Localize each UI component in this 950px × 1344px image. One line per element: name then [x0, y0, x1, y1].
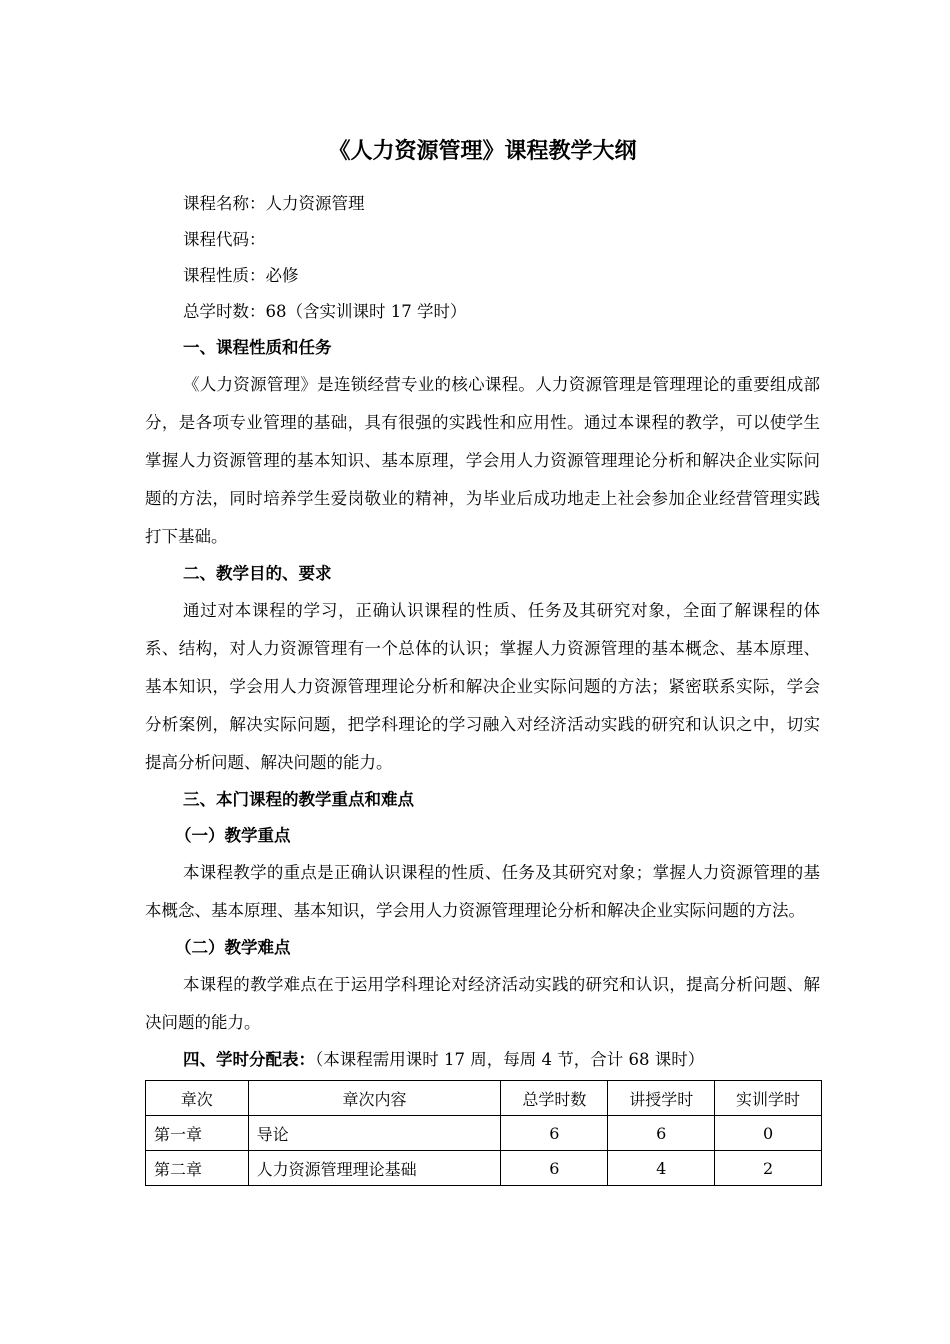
header-content: 章次内容 — [248, 1081, 501, 1116]
cell-practice-hours: 2 — [715, 1151, 822, 1186]
cell-total-hours: 6 — [501, 1151, 608, 1186]
section-3-1-heading: （一）教学重点 — [175, 826, 291, 845]
total-hours: 总学时数：68（含实训课时 17 学时） — [183, 302, 467, 321]
cell-lecture-hours: 6 — [608, 1116, 715, 1151]
document-title: 《人力资源管理》课程教学大纲 — [328, 139, 637, 164]
section-3-2-body: 本课程的教学难点在于运用学科理论对经济活动实践的研究和认识，提高分析问题、解决问题的能力。 — [145, 975, 820, 1032]
section-3-1-body: 本课程教学的重点是正确认识课程的性质、任务及其研究对象；掌握人力资源管理的基本概念、基本原理、基本知识，学会用人力资源管理理论分析和解决企业实际问题的方法。 — [145, 863, 820, 920]
section-1-heading: 一、课程性质和任务 — [183, 338, 332, 357]
cell-practice-hours: 0 — [715, 1116, 822, 1151]
section-3-2-heading: （二）教学难点 — [175, 938, 291, 957]
section-2-heading: 二、教学目的、要求 — [183, 564, 332, 583]
course-name: 课程名称：人力资源管理 — [183, 194, 365, 213]
section-4-title: 四、学时分配表： — [183, 1050, 315, 1069]
document-content — [145, 128, 820, 1186]
cell-chapter: 第二章 — [146, 1151, 249, 1186]
cell-chapter: 第一章 — [146, 1116, 249, 1151]
course-type: 课程性质：必修 — [183, 266, 299, 285]
section-4-note: （本课程需用课时 17 周，每周 4 节，合计 68 课时） — [315, 1050, 705, 1069]
header-chapter: 章次 — [146, 1081, 249, 1116]
cell-lecture-hours: 4 — [608, 1151, 715, 1186]
course-code: 课程代码： — [183, 230, 266, 249]
cell-content: 导论 — [248, 1116, 501, 1151]
section-4-heading — [145, 1042, 820, 1078]
table-header-row — [146, 1081, 822, 1116]
header-practice-hours: 实训学时 — [715, 1081, 822, 1116]
section-2-body: 通过对本课程的学习，正确认识课程的性质、任务及其研究对象，全面了解课程的体系、结构，对人力资源管理有一个总体的认识；掌握人力资源管理的基本概念、基本原理、基本知识，学会用人力资源管理理论分析和解决企业实际问题的方法；紧密联系实际，学会分析案例，解决实际问题，把学科理论的学习融入对经济活动实践的研究和认识之中，切实提高分析问题、解决问题的能力。 — [145, 601, 820, 772]
hours-table — [145, 1080, 822, 1186]
header-lecture-hours: 讲授学时 — [608, 1081, 715, 1116]
table-row — [146, 1151, 822, 1186]
table-row — [146, 1116, 822, 1151]
section-1-body: 《人力资源管理》是连锁经营专业的核心课程。人力资源管理是管理理论的重要组成部分，是各项专业管理的基础，具有很强的实践性和应用性。通过本课程的教学，可以使学生掌握人力资源管理的基本知识、基本原理，学会用人力资源管理理论分析和解决企业实际问题的方法，同时培养学生爱岗敬业的精神，为毕业后成功地走上社会参加企业经营管理实践打下基础。 — [145, 375, 820, 546]
header-total-hours: 总学时数 — [501, 1081, 608, 1116]
cell-content: 人力资源管理理论基础 — [248, 1151, 501, 1186]
section-3-heading: 三、本门课程的教学重点和难点 — [183, 790, 414, 809]
cell-total-hours: 6 — [501, 1116, 608, 1151]
